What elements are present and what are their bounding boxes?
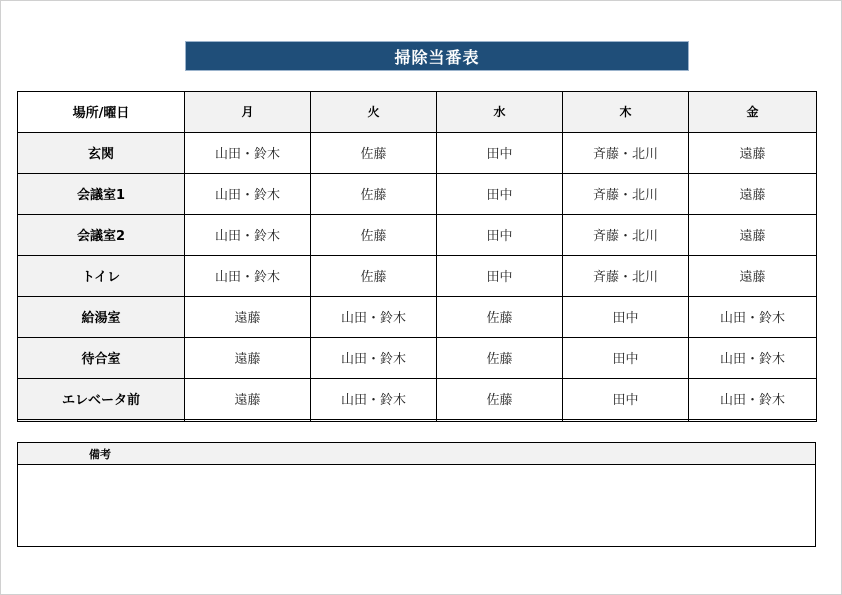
duty-cell: 山田・鈴木	[689, 296, 817, 337]
duty-cell: 斉藤・北川	[563, 132, 689, 173]
page-title-text: 掃除当番表	[394, 47, 480, 67]
notes-label: 備考	[89, 447, 111, 461]
duty-cell: 斉藤・北川	[563, 255, 689, 296]
cleaning-schedule-table	[17, 91, 817, 422]
place-cell: 玄関	[18, 132, 185, 173]
table-row	[18, 173, 817, 214]
place-cell: 会議室2	[18, 214, 185, 255]
duty-cell: 遠藤	[185, 337, 311, 378]
duty-cell	[437, 419, 563, 421]
duty-cell: 山田・鈴木	[689, 337, 817, 378]
duty-cell: 佐藤	[437, 378, 563, 419]
duty-cell: 佐藤	[311, 132, 437, 173]
duty-cell: 遠藤	[689, 255, 817, 296]
page-title	[185, 41, 689, 71]
duty-cell: 田中	[437, 214, 563, 255]
day-header-thu: 木	[563, 92, 689, 133]
duty-cell: 佐藤	[311, 255, 437, 296]
day-header-mon: 月	[185, 92, 311, 133]
duty-cell: 山田・鈴木	[185, 132, 311, 173]
table-row	[18, 296, 817, 337]
table-row	[18, 132, 817, 173]
duty-cell: 遠藤	[185, 378, 311, 419]
table-row	[18, 337, 817, 378]
notes-body	[18, 465, 815, 545]
duty-cell: 山田・鈴木	[185, 255, 311, 296]
place-cell: 給湯室	[18, 296, 185, 337]
duty-cell: 田中	[437, 173, 563, 214]
notes-box	[17, 442, 816, 547]
duty-cell	[689, 419, 817, 421]
duty-cell: 遠藤	[689, 132, 817, 173]
duty-cell: 山田・鈴木	[185, 214, 311, 255]
day-header-fri: 金	[689, 92, 817, 133]
place-cell: エレベータ前	[18, 378, 185, 419]
duty-cell	[311, 419, 437, 421]
table-row	[18, 378, 817, 419]
duty-cell: 田中	[437, 132, 563, 173]
table-row	[18, 214, 817, 255]
day-header-tue: 火	[311, 92, 437, 133]
place-cell: 待合室	[18, 337, 185, 378]
duty-cell: 山田・鈴木	[185, 173, 311, 214]
header-row	[18, 92, 817, 133]
duty-cell: 山田・鈴木	[311, 378, 437, 419]
table-row	[18, 255, 817, 296]
duty-cell: 山田・鈴木	[311, 296, 437, 337]
place-cell	[18, 419, 185, 421]
duty-cell: 佐藤	[437, 337, 563, 378]
duty-cell	[563, 419, 689, 421]
duty-cell: 佐藤	[311, 214, 437, 255]
duty-cell: 斉藤・北川	[563, 214, 689, 255]
table-row-empty	[18, 419, 817, 421]
place-cell: トイレ	[18, 255, 185, 296]
duty-cell	[185, 419, 311, 421]
duty-cell: 田中	[563, 378, 689, 419]
duty-cell: 佐藤	[311, 173, 437, 214]
duty-cell: 斉藤・北川	[563, 173, 689, 214]
duty-cell: 山田・鈴木	[689, 378, 817, 419]
duty-cell: 遠藤	[689, 214, 817, 255]
corner-header: 場所/曜日	[18, 92, 185, 133]
duty-cell: 田中	[563, 296, 689, 337]
duty-cell: 田中	[437, 255, 563, 296]
duty-cell: 山田・鈴木	[311, 337, 437, 378]
day-header-wed: 水	[437, 92, 563, 133]
duty-cell: 遠藤	[689, 173, 817, 214]
duty-cell: 田中	[563, 337, 689, 378]
duty-cell: 遠藤	[185, 296, 311, 337]
notes-header	[18, 443, 815, 465]
place-cell: 会議室1	[18, 173, 185, 214]
duty-cell: 佐藤	[437, 296, 563, 337]
